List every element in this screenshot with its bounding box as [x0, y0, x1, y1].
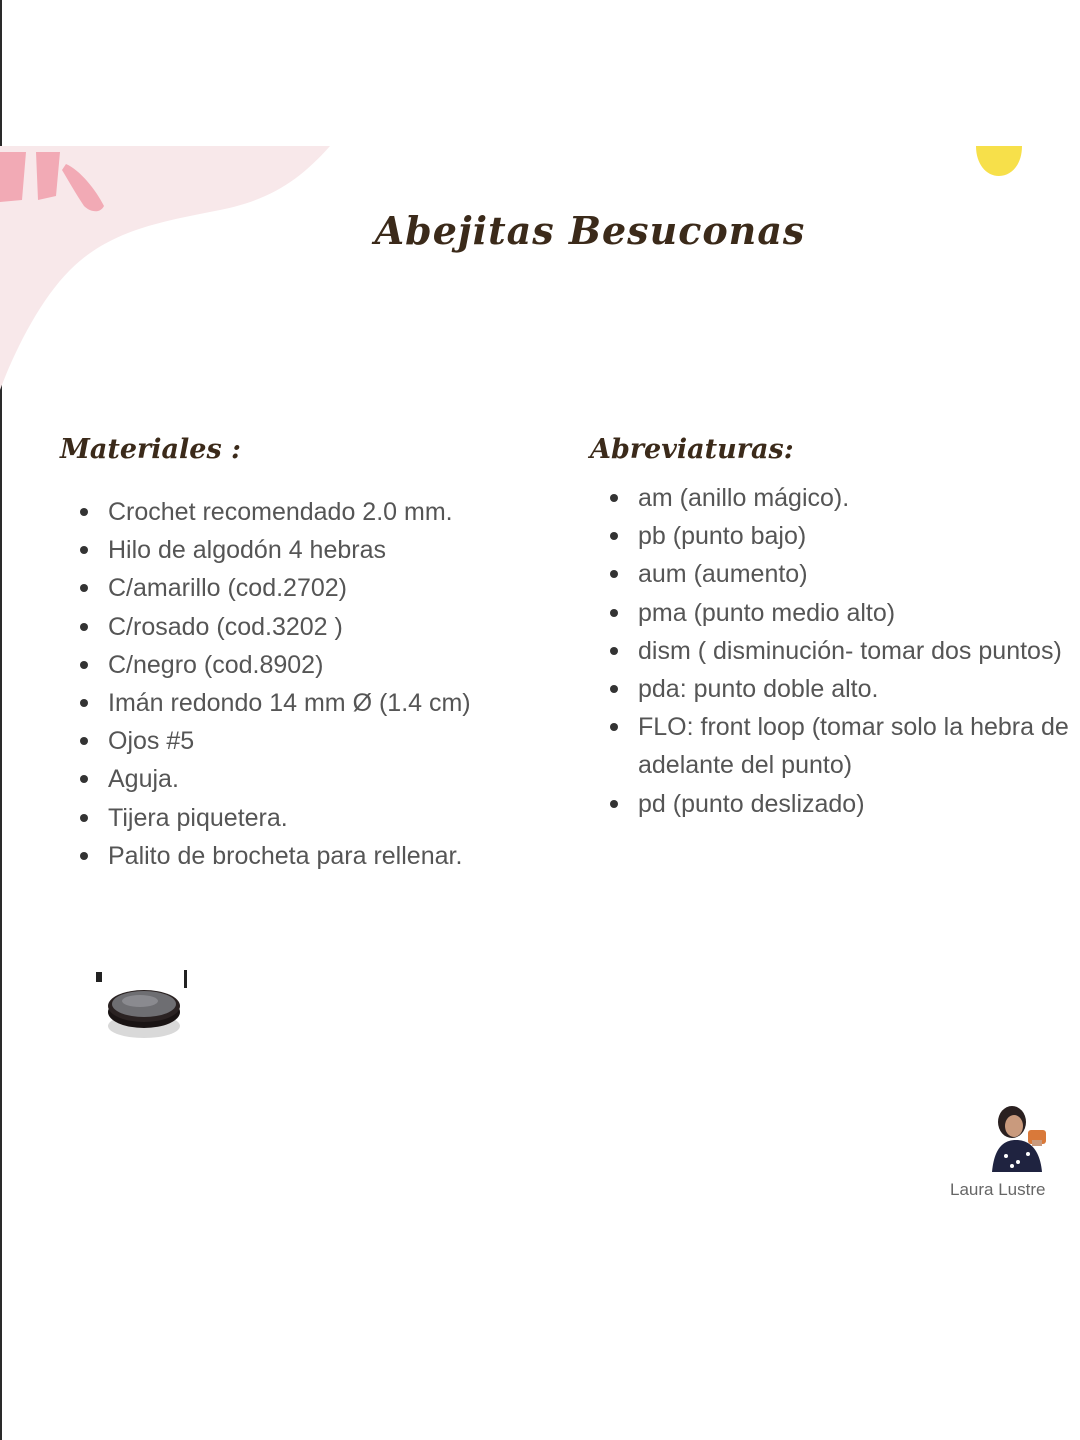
- materials-list: [80, 493, 550, 875]
- bullet-icon: [80, 623, 88, 631]
- bullet-icon: [80, 852, 88, 860]
- list-item: pda: punto doble alto.: [610, 670, 1075, 708]
- list-item: am (anillo mágico).: [610, 479, 1075, 517]
- bullet-icon: [80, 737, 88, 745]
- bullet-icon: [610, 723, 618, 731]
- bullet-icon: [80, 661, 88, 669]
- bullet-icon: [610, 800, 618, 808]
- bullet-icon: [80, 546, 88, 554]
- decorative-pink-blob-icon: [0, 140, 340, 400]
- list-item: pd (punto deslizado): [610, 785, 1075, 823]
- bullet-icon: [610, 647, 618, 655]
- list-item: aum (aumento): [610, 555, 1075, 593]
- decorative-sun-icon: [976, 146, 1022, 176]
- abbreviations-list: [610, 479, 1075, 823]
- bullet-icon: [610, 570, 618, 578]
- bullet-icon: [610, 685, 618, 693]
- page-title: Abejitas Besuconas: [374, 208, 806, 253]
- bullet-icon: [610, 609, 618, 617]
- list-item: Aguja.: [80, 760, 550, 798]
- list-item: pb (punto bajo): [610, 517, 1075, 555]
- author-avatar-icon: [982, 1100, 1052, 1172]
- list-item: FLO: front loop (tomar solo la hebra de adelante del punto): [610, 708, 1075, 784]
- materials-heading: Materiales :: [60, 434, 242, 465]
- bullet-icon: [80, 814, 88, 822]
- bullet-icon: [80, 584, 88, 592]
- bullet-icon: [80, 508, 88, 516]
- list-item: C/negro (cod.8902): [80, 646, 550, 684]
- list-item: Palito de brocheta para rellenar.: [80, 837, 550, 875]
- list-item: C/rosado (cod.3202 ): [80, 608, 550, 646]
- list-item: dism ( disminución- tomar dos puntos): [610, 632, 1075, 670]
- list-item: Crochet recomendado 2.0 mm.: [80, 493, 550, 531]
- magnet-icon: [96, 968, 192, 1044]
- abbreviations-heading: Abreviaturas:: [590, 434, 794, 465]
- list-item: Ojos #5: [80, 722, 550, 760]
- bullet-icon: [80, 775, 88, 783]
- bullet-icon: [80, 699, 88, 707]
- list-item: Tijera piquetera.: [80, 799, 550, 837]
- author-name: Laura Lustre: [950, 1180, 1046, 1199]
- list-item: C/amarillo (cod.2702): [80, 569, 550, 607]
- bullet-icon: [610, 494, 618, 502]
- list-item: pma (punto medio alto): [610, 594, 1075, 632]
- bullet-icon: [610, 532, 618, 540]
- list-item: Imán redondo 14 mm Ø (1.4 cm): [80, 684, 550, 722]
- list-item: Hilo de algodón 4 hebras: [80, 531, 550, 569]
